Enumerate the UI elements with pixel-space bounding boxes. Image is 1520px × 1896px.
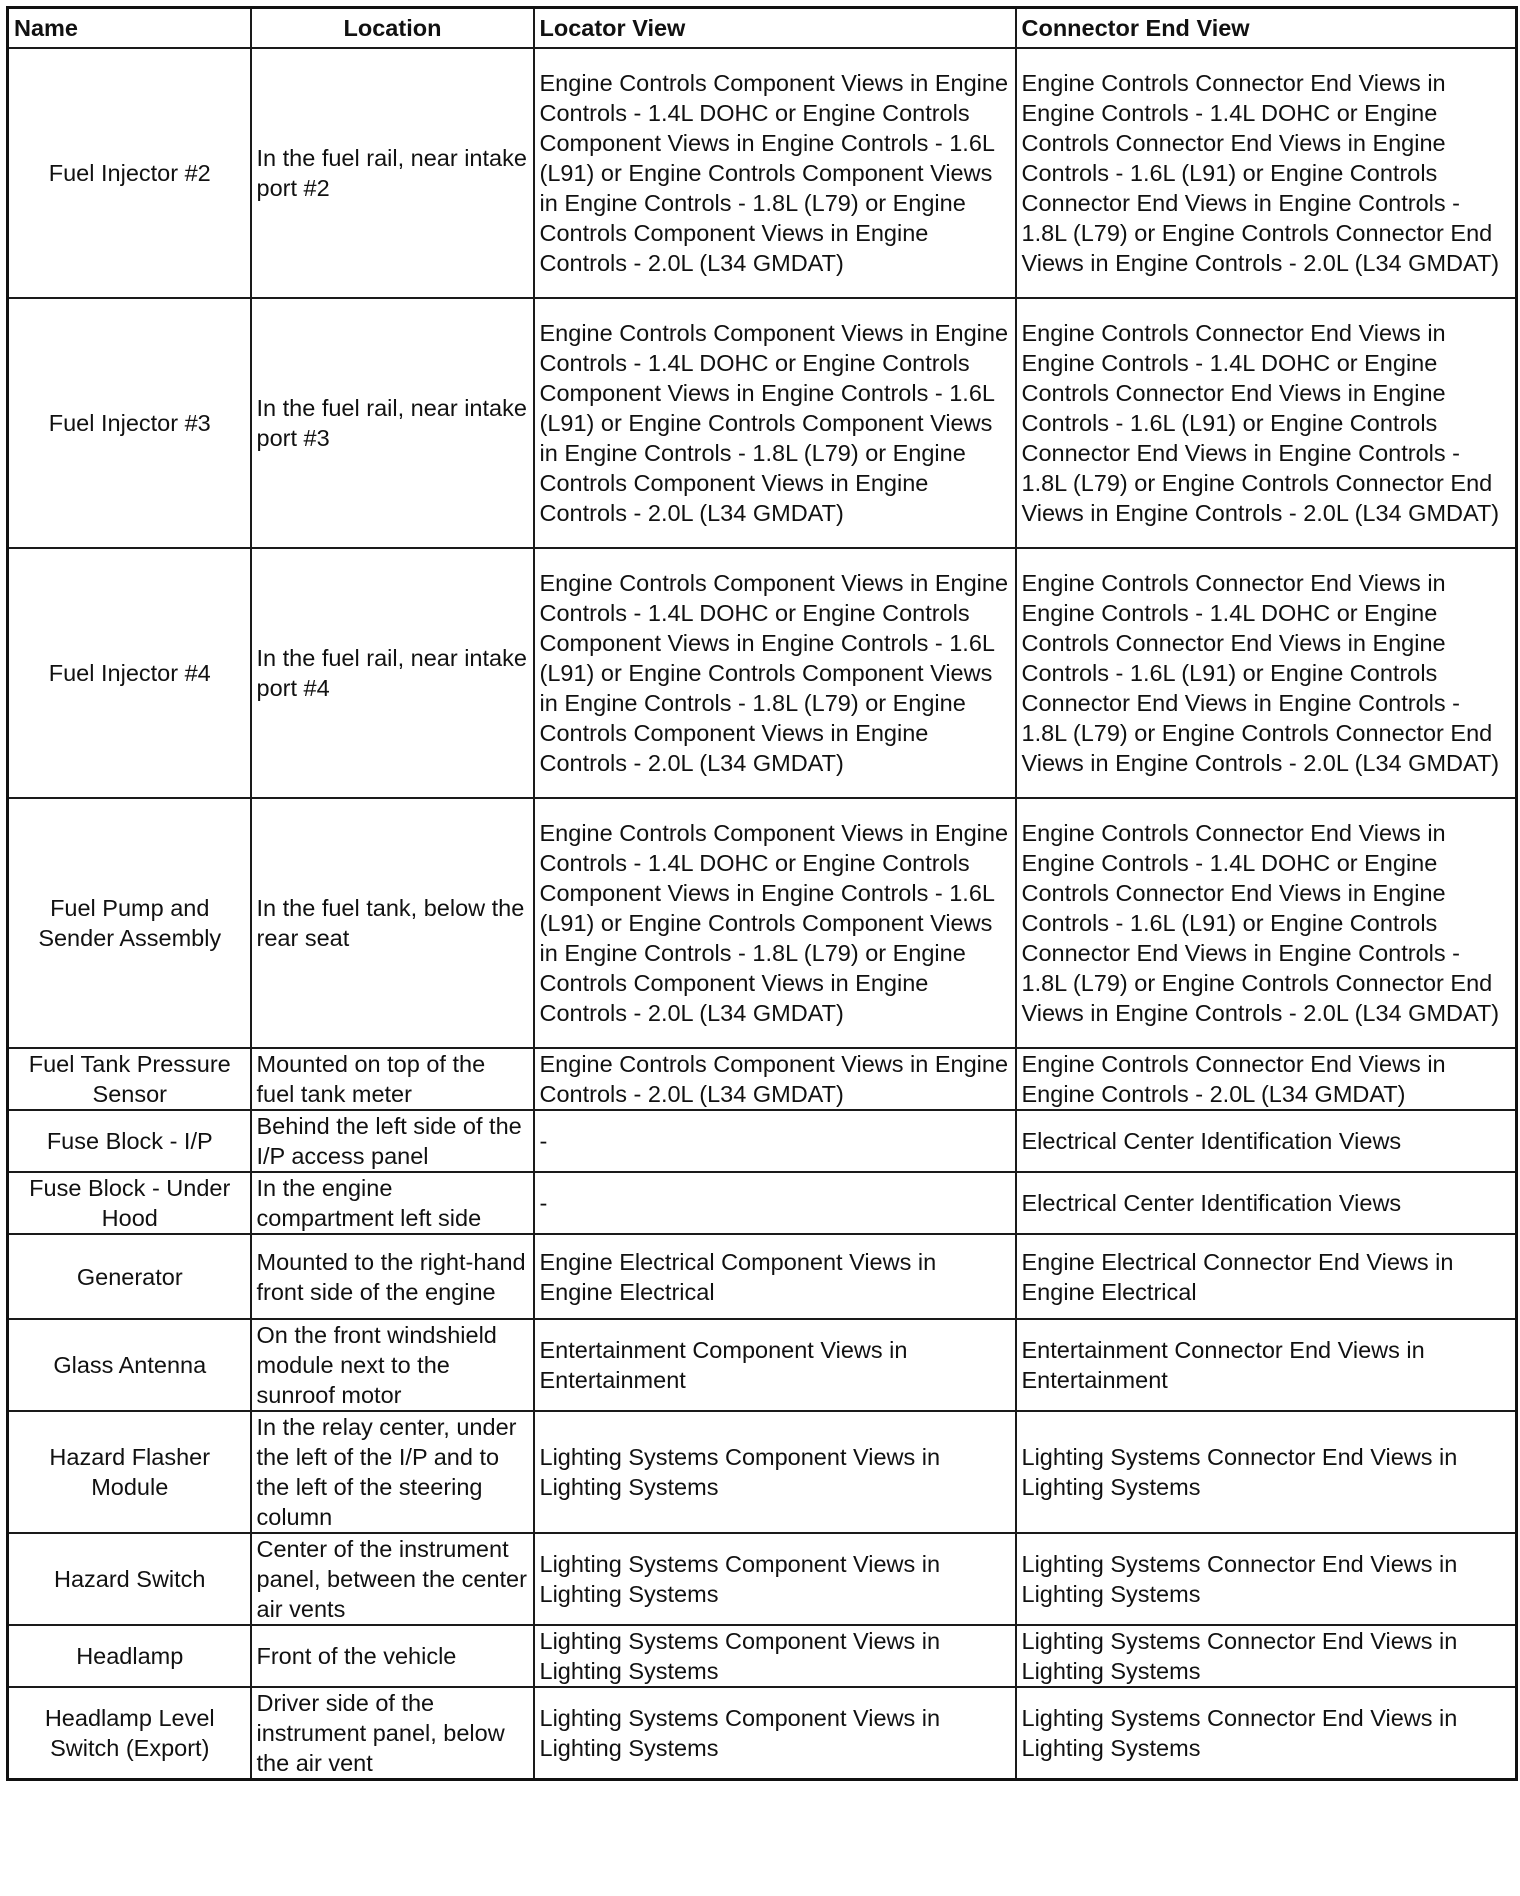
cell-location: In the relay center, under the left of the I/P and to the left of the steering column: [251, 1411, 534, 1533]
cell-name: Headlamp: [8, 1625, 251, 1687]
cell-location: In the fuel rail, near intake port #4: [251, 548, 534, 798]
cell-location: In the fuel rail, near intake port #3: [251, 298, 534, 548]
cell-name: Headlamp Level Switch (Export): [8, 1687, 251, 1780]
table-row: [8, 1110, 1517, 1172]
table-row: [8, 48, 1517, 298]
cell-locator-view: Lighting Systems Component Views in Lighting Systems: [534, 1411, 1016, 1533]
table-row: [8, 1319, 1517, 1411]
table-header-row: [8, 8, 1517, 49]
cell-locator-view: Engine Controls Component Views in Engine Controls - 1.4L DOHC or Engine Controls Component Views in Engine Controls - 1.6L (L91) or Engine Controls Component Views in Engine Controls - 1.8L (L79) or Engine Controls Component Views in Engine Controls - 2.0L (L34 GMDAT): [534, 798, 1016, 1048]
cell-location: Behind the left side of the I/P access panel: [251, 1110, 534, 1172]
cell-locator-view: Engine Controls Component Views in Engine Controls - 2.0L (L34 GMDAT): [534, 1048, 1016, 1110]
cell-connector-end-view: Lighting Systems Connector End Views in Lighting Systems: [1016, 1625, 1517, 1687]
cell-connector-end-view: Engine Controls Connector End Views in Engine Controls - 1.4L DOHC or Engine Controls Connector End Views in Engine Controls - 1.6L (L91) or Engine Controls Connector End Views in Engine Controls - 1.8L (L79) or Engine Controls Connector End Views in Engine Controls - 2.0L (L34 GMDAT): [1016, 48, 1517, 298]
cell-name: Fuel Pump and Sender Assembly: [8, 798, 251, 1048]
cell-location: In the engine compartment left side: [251, 1172, 534, 1234]
cell-location: Mounted to the right-hand front side of the engine: [251, 1234, 534, 1319]
cell-name: Hazard Switch: [8, 1533, 251, 1625]
cell-location: Mounted on top of the fuel tank meter: [251, 1048, 534, 1110]
cell-connector-end-view: Engine Controls Connector End Views in Engine Controls - 1.4L DOHC or Engine Controls Connector End Views in Engine Controls - 1.6L (L91) or Engine Controls Connector End Views in Engine Controls - 1.8L (L79) or Engine Controls Connector End Views in Engine Controls - 2.0L (L34 GMDAT): [1016, 798, 1517, 1048]
cell-name: Hazard Flasher Module: [8, 1411, 251, 1533]
table-row: [8, 1533, 1517, 1625]
table-row: [8, 1411, 1517, 1533]
cell-name: Fuel Injector #3: [8, 298, 251, 548]
cell-connector-end-view: Electrical Center Identification Views: [1016, 1172, 1517, 1234]
cell-location: On the front windshield module next to the sunroof motor: [251, 1319, 534, 1411]
table-row: [8, 798, 1517, 1048]
cell-connector-end-view: Lighting Systems Connector End Views in Lighting Systems: [1016, 1687, 1517, 1780]
cell-locator-view: Lighting Systems Component Views in Lighting Systems: [534, 1625, 1016, 1687]
cell-connector-end-view: Lighting Systems Connector End Views in Lighting Systems: [1016, 1411, 1517, 1533]
cell-location: Front of the vehicle: [251, 1625, 534, 1687]
cell-name: Generator: [8, 1234, 251, 1319]
column-header-locator-view: Locator View: [534, 8, 1016, 49]
cell-name: Fuel Tank Pressure Sensor: [8, 1048, 251, 1110]
table-row: [8, 1234, 1517, 1319]
table-row: [8, 548, 1517, 798]
column-header-location: Location: [251, 8, 534, 49]
cell-locator-view: Lighting Systems Component Views in Lighting Systems: [534, 1533, 1016, 1625]
table-row: [8, 298, 1517, 548]
cell-name: Fuse Block - I/P: [8, 1110, 251, 1172]
cell-name: Fuel Injector #4: [8, 548, 251, 798]
cell-locator-view: Engine Controls Component Views in Engine Controls - 1.4L DOHC or Engine Controls Component Views in Engine Controls - 1.6L (L91) or Engine Controls Component Views in Engine Controls - 1.8L (L79) or Engine Controls Component Views in Engine Controls - 2.0L (L34 GMDAT): [534, 298, 1016, 548]
cell-locator-view: Lighting Systems Component Views in Lighting Systems: [534, 1687, 1016, 1780]
table-row: [8, 1172, 1517, 1234]
cell-connector-end-view: Engine Controls Connector End Views in Engine Controls - 1.4L DOHC or Engine Controls Connector End Views in Engine Controls - 1.6L (L91) or Engine Controls Connector End Views in Engine Controls - 1.8L (L79) or Engine Controls Connector End Views in Engine Controls - 2.0L (L34 GMDAT): [1016, 298, 1517, 548]
cell-connector-end-view: Entertainment Connector End Views in Entertainment: [1016, 1319, 1517, 1411]
cell-connector-end-view: Engine Controls Connector End Views in Engine Controls - 1.4L DOHC or Engine Controls Connector End Views in Engine Controls - 1.6L (L91) or Engine Controls Connector End Views in Engine Controls - 1.8L (L79) or Engine Controls Connector End Views in Engine Controls - 2.0L (L34 GMDAT): [1016, 548, 1517, 798]
table-row: [8, 1625, 1517, 1687]
cell-name: Glass Antenna: [8, 1319, 251, 1411]
cell-name: Fuse Block - Under Hood: [8, 1172, 251, 1234]
table-body: [8, 48, 1517, 1780]
table-row: [8, 1048, 1517, 1110]
cell-location: In the fuel rail, near intake port #2: [251, 48, 534, 298]
cell-connector-end-view: Engine Electrical Connector End Views in Engine Electrical: [1016, 1234, 1517, 1319]
cell-locator-view: Engine Controls Component Views in Engine Controls - 1.4L DOHC or Engine Controls Component Views in Engine Controls - 1.6L (L91) or Engine Controls Component Views in Engine Controls - 1.8L (L79) or Engine Controls Component Views in Engine Controls - 2.0L (L34 GMDAT): [534, 48, 1016, 298]
cell-locator-view: -: [534, 1110, 1016, 1172]
table-row: [8, 1687, 1517, 1780]
cell-connector-end-view: Lighting Systems Connector End Views in Lighting Systems: [1016, 1533, 1517, 1625]
cell-locator-view: Entertainment Component Views in Entertainment: [534, 1319, 1016, 1411]
cell-location: In the fuel tank, below the rear seat: [251, 798, 534, 1048]
cell-name: Fuel Injector #2: [8, 48, 251, 298]
cell-location: Center of the instrument panel, between the center air vents: [251, 1533, 534, 1625]
cell-locator-view: -: [534, 1172, 1016, 1234]
column-header-name: Name: [8, 8, 251, 49]
cell-connector-end-view: Engine Controls Connector End Views in Engine Controls - 2.0L (L34 GMDAT): [1016, 1048, 1517, 1110]
cell-locator-view: Engine Electrical Component Views in Engine Electrical: [534, 1234, 1016, 1319]
cell-connector-end-view: Electrical Center Identification Views: [1016, 1110, 1517, 1172]
component-locator-table: [6, 6, 1518, 1781]
cell-location: Driver side of the instrument panel, below the air vent: [251, 1687, 534, 1780]
column-header-connector-end-view: Connector End View: [1016, 8, 1517, 49]
cell-locator-view: Engine Controls Component Views in Engine Controls - 1.4L DOHC or Engine Controls Component Views in Engine Controls - 1.6L (L91) or Engine Controls Component Views in Engine Controls - 1.8L (L79) or Engine Controls Component Views in Engine Controls - 2.0L (L34 GMDAT): [534, 548, 1016, 798]
